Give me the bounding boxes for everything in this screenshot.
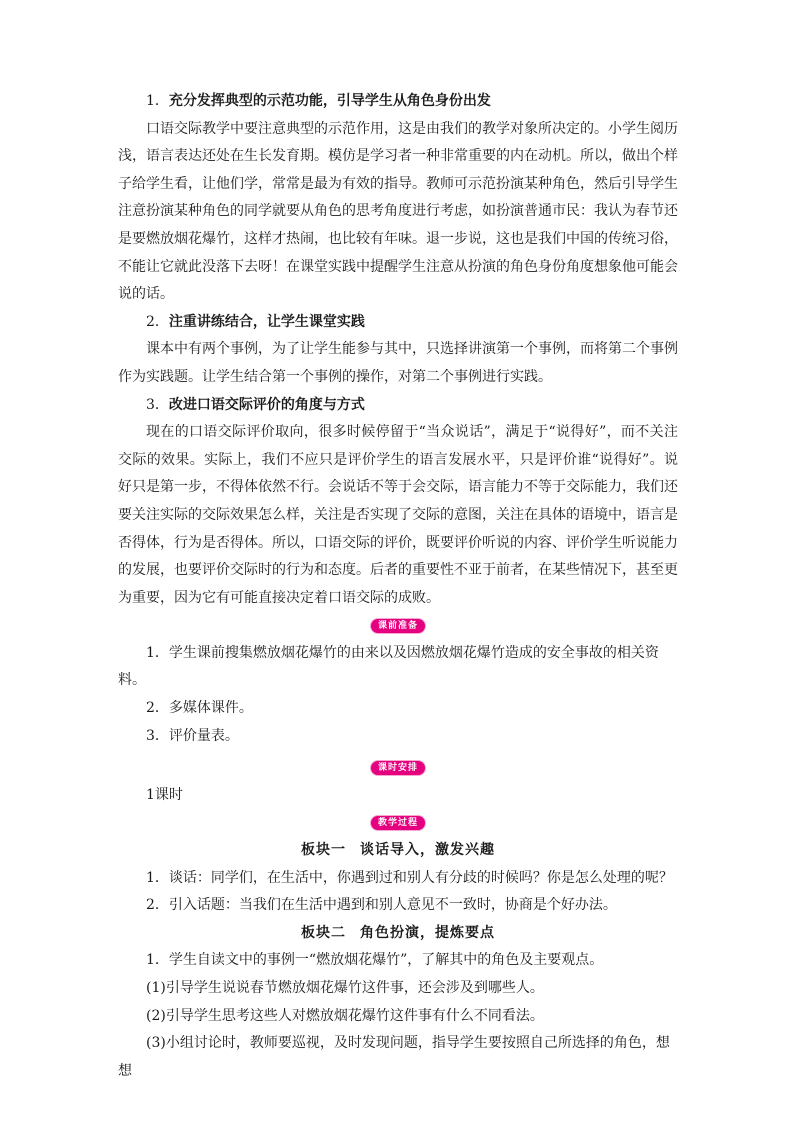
prep-item-3: 3．评价量表。 — [146, 727, 239, 744]
section-1-number: 1． — [146, 93, 169, 109]
prep-item-2: 2．多媒体课件。 — [146, 700, 253, 717]
block-2-item-1: 1．学生自读文中的事例一“燃放烟花爆竹”，了解其中的角色及主要观点。 — [146, 952, 604, 969]
block-2-heading — [118, 920, 678, 948]
section-2-number: 2． — [146, 313, 169, 330]
section-2-title: 注重讲练结合，让学生课堂实践 — [168, 313, 365, 330]
block-1-heading — [118, 837, 678, 865]
section-1-title: 充分发挥典型的示范功能，引导学生从角色身份出发 — [168, 93, 491, 109]
prep-badge: 课前准备 — [371, 619, 425, 633]
block-1-item-2: 2．引入话题：当我们在生活中遇到和别人意见不一致时，协商是个好办法。 — [146, 897, 617, 914]
class-hours: 1课时 — [146, 786, 183, 803]
document-content — [118, 88, 678, 1085]
block-1-label: 板块一 — [301, 842, 346, 859]
section-1-heading — [118, 88, 678, 116]
process-badge: 教学过程 — [371, 816, 425, 830]
section-3-heading — [118, 392, 678, 420]
block-2-sub-1: (1)引导学生说说春节燃放烟花爆竹这件事，还会涉及到哪些人。 — [146, 980, 544, 996]
block-1-title: 谈话导入，激发兴趣 — [360, 842, 495, 859]
process-badge-row — [118, 809, 678, 837]
block-2-label: 板块二 — [301, 924, 346, 941]
section-3-title: 改进口语交际评价的角度与方式 — [168, 396, 365, 413]
block-1-item-1: 1．谈话：同学们，在生活中，你遇到过和别人有分歧的时候吗？你是怎么处理的呢？ — [146, 869, 673, 886]
section-2-body: 课本中有两个事例，为了让学生能参与其中，只选择讲演第一个事例，而将第二个事例作为实践题。让学生结合第一个事例的操作，对第二个事例进行实践。 — [118, 341, 678, 385]
section-3-number: 3． — [146, 396, 169, 413]
section-2-heading — [118, 309, 678, 337]
section-1-body: 口语交际教学中要注意典型的示范作用，这是由我们的教学对象所决定的。小学生阅历浅，语言表达还处在生长发育期。模仿是学习者一种非常重要的内在动机。所以，做出个样子给学生看，让他们学，常常是最为有效的指导。教师可示范扮演某种角色，然后引导学生注意扮演某种角色的同学就要从角色的思考角度进行考虑，如扮演普通市民：我认为春节还是要燃放烟花爆竹，这样才热闹，也比较有年味。退一步说，这也是我们中国的传统习俗，不能让它就此没落下去呀！在课堂实践中提醒学生注意从扮演的角色身份角度想象他可能会说的话。 — [118, 120, 678, 303]
block-2-title: 角色扮演，提炼要点 — [360, 924, 495, 941]
schedule-badge: 课时安排 — [371, 761, 425, 775]
block-2-sub-3: (3)小组讨论时，教师要巡视，及时发现问题，指导学生要按照自己所选择的角色，想想 — [118, 1035, 670, 1079]
block-2-sub-2: (2)引导学生思考这些人对燃放烟花爆竹这件事有什么不同看法。 — [146, 1007, 544, 1024]
prep-badge-row — [118, 612, 678, 640]
prep-item-1: 1．学生课前搜集燃放烟花爆竹的由来以及因燃放烟花爆竹造成的安全事故的相关资料。 — [118, 644, 659, 689]
schedule-badge-row — [118, 754, 678, 782]
section-3-body: 现在的口语交际评价取向，很多时候停留于“当众说话”，满足于“说得好”，而不关注交际的效果。实际上，我们不应只是评价学生的语言发展水平，只是评价谁“说得好”。说好只是第一步，不得体依然不行。会说话不等于会交际，语言能力不等于交际能力，我们还要关注实际的交际效果怎么样，关注是否实现了交际的意图，关注在具体的语境中，语言是否得体，行为是否得体。所以，口语交际的评价，既要评价听说的内容、评价学生听说能力的发展，也要评价交际时的行为和态度。后者的重要性不亚于前者，在某些情况下，甚至更为重要，因为它有可能直接决定着口语交际的成败。 — [118, 424, 678, 606]
